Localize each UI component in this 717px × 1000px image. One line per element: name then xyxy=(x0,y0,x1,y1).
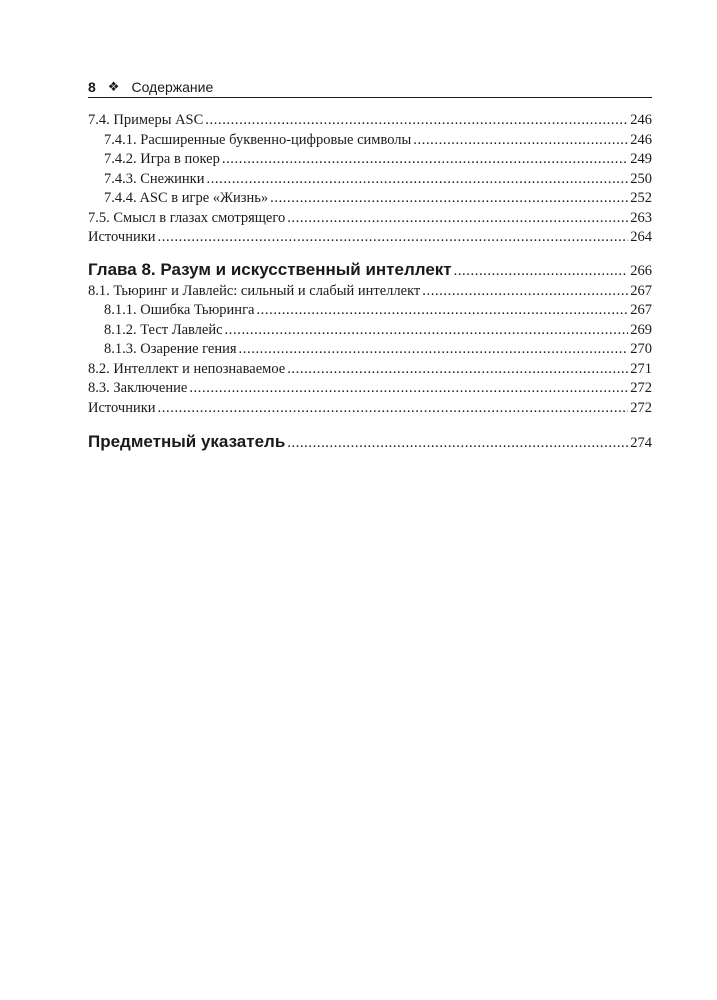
toc-entry-title: Источники xyxy=(88,399,156,416)
toc-leader xyxy=(422,282,628,302)
toc-entry-page: 271 xyxy=(630,360,652,377)
toc-entry[interactable] xyxy=(88,321,652,341)
toc-entry-title: 8.1.2. Тест Лавлейс xyxy=(104,321,223,338)
toc-entry-page: 272 xyxy=(630,399,652,416)
toc-index-entry[interactable] xyxy=(88,430,652,454)
toc-leader xyxy=(454,259,629,283)
toc-entry-title: 8.1.1. Ошибка Тьюринга xyxy=(104,302,255,318)
toc-entry-page: 263 xyxy=(630,209,652,226)
toc-entry-title: 7.4.1. Расширенные буквенно-цифровые символы xyxy=(104,131,412,148)
toc-entry-page: 267 xyxy=(630,302,652,318)
toc-entry-page: 249 xyxy=(630,151,652,167)
toc-entry-title: 8.3. Заключение xyxy=(88,380,188,396)
toc-entry[interactable] xyxy=(88,170,652,190)
toc-entry[interactable] xyxy=(88,360,652,380)
toc-entry[interactable] xyxy=(88,282,652,302)
toc-chapter-entry[interactable] xyxy=(88,258,652,282)
toc-leader xyxy=(287,209,628,229)
toc-entry-page: 246 xyxy=(630,131,652,148)
toc-leader xyxy=(270,189,628,209)
ornament-icon: ❖ xyxy=(107,79,120,94)
toc-entry-page: 270 xyxy=(630,341,652,357)
toc-entry-title: 7.4.3. Снежинки xyxy=(104,170,205,187)
toc-entry-title: 7.5. Смысл в глазах смотрящего xyxy=(88,209,286,226)
toc-entry[interactable] xyxy=(88,228,652,248)
toc-entry-title: 8.1. Тьюринг и Лавлейс: сильный и слабый интеллект xyxy=(88,282,421,299)
toc-leader xyxy=(205,111,628,131)
toc-entry-page: 252 xyxy=(630,190,652,206)
section-gap xyxy=(88,418,652,430)
toc-leader xyxy=(222,150,628,170)
toc-chapter-title: Глава 8. Разум и искусственный интеллект xyxy=(88,259,452,279)
toc-entry[interactable] xyxy=(88,131,652,151)
toc-entry-page: 269 xyxy=(630,321,652,338)
toc-entry[interactable] xyxy=(88,150,652,170)
toc-entry-title: 8.2. Интеллект и непознаваемое xyxy=(88,360,286,377)
toc-entry-page: 274 xyxy=(630,435,652,451)
toc-leader xyxy=(158,399,629,419)
running-header xyxy=(88,74,652,98)
toc-entry-title: 8.1.3. Озарение гения xyxy=(104,341,237,357)
toc-entry-title: 7.4. Примеры ASC xyxy=(88,112,204,128)
toc-entry-title: 7.4.2. Игра в покер xyxy=(104,151,220,167)
toc-leader xyxy=(413,131,628,151)
toc-entry[interactable] xyxy=(88,301,652,321)
toc-entry-page: 266 xyxy=(630,262,652,279)
table-of-contents xyxy=(88,111,652,454)
toc-leader xyxy=(206,170,628,190)
toc-leader xyxy=(189,379,628,399)
toc-entry-page: 272 xyxy=(630,380,652,396)
toc-leader xyxy=(287,431,628,455)
toc-entry[interactable] xyxy=(88,209,652,229)
toc-entry[interactable] xyxy=(88,189,652,209)
toc-leader xyxy=(158,228,629,248)
toc-leader xyxy=(256,301,628,321)
toc-entry-page: 246 xyxy=(630,112,652,128)
toc-entry[interactable] xyxy=(88,379,652,399)
toc-entry[interactable] xyxy=(88,399,652,419)
toc-chapter-title: Предметный указатель xyxy=(88,432,286,451)
toc-entry-title: Источники xyxy=(88,229,156,245)
toc-leader xyxy=(287,360,628,380)
toc-leader xyxy=(225,321,629,341)
header-title: Содержание xyxy=(131,79,214,95)
toc-entry-title: 7.4.4. ASC в игре «Жизнь» xyxy=(104,190,269,206)
section-gap xyxy=(88,248,652,258)
toc-entry-page: 250 xyxy=(630,170,652,187)
toc-entry[interactable] xyxy=(88,340,652,360)
toc-entry-page: 264 xyxy=(630,229,652,245)
toc-entry[interactable] xyxy=(88,111,652,131)
page-number: 8 xyxy=(88,79,96,95)
toc-entry-page: 267 xyxy=(630,282,652,299)
toc-leader xyxy=(239,340,629,360)
